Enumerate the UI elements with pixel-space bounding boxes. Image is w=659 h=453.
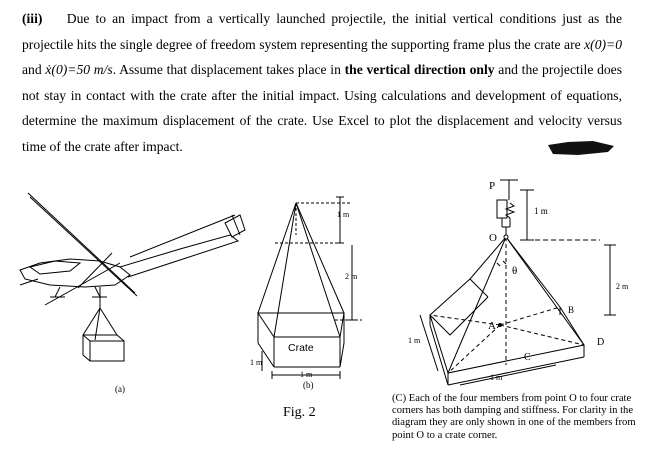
vertical-direction-emphasis: the vertical direction only <box>344 62 495 78</box>
c-bottom-dimension: 1 m <box>490 373 503 382</box>
c-top-dimension: 1 m <box>534 206 548 216</box>
c-theta: θ <box>512 265 518 277</box>
c-point-b: B <box>568 305 575 315</box>
c-point-c: C <box>524 352 531 363</box>
problem-statement <box>22 6 622 160</box>
c-point-d: D <box>597 337 605 348</box>
problem-text-1: Due to an impact from a vertically launched projectile, the initial vertical conditions just as the projectile hits the single degree of freedom system representing the supporting frame plus the crate are <box>22 11 622 52</box>
redaction-mark <box>548 140 614 156</box>
c-point-p: P <box>489 180 496 192</box>
initial-displacement: x(0)=0 <box>584 36 622 52</box>
crate-label: Crate <box>288 342 314 354</box>
problem-number: (iii) <box>22 11 43 26</box>
b-bottom-dimension: 1 m <box>300 370 313 379</box>
b-side-dimension: 1 m <box>250 358 263 367</box>
initial-velocity: ẋ(0)=50 m/s <box>45 62 113 78</box>
panel-b-label: (b) <box>303 380 314 390</box>
helicopter-drawing <box>20 193 245 361</box>
c-left-dimension: 1 m <box>408 336 421 345</box>
spring-damper-drawing <box>420 180 616 385</box>
c-point-o: O <box>489 232 497 244</box>
figure-caption: (C) Each of the four members from point O to four crate corners has both damping and stiffness. For clarity in the diagram they are only shown in one of the members from point O to a crate corner. <box>392 393 636 441</box>
figure-number: Fig. 2 <box>283 405 316 420</box>
and-word: and <box>22 62 42 78</box>
c-point-a: A <box>488 320 496 332</box>
problem-text-2: . Assume that displacement takes place in <box>112 62 341 78</box>
b-top-dimension: 1 m <box>337 210 350 219</box>
point-a-marker <box>499 324 502 327</box>
c-right-dimension: 2 m <box>616 282 629 291</box>
b-mid-dimension: 2 m <box>345 272 358 281</box>
problem-text-3: and the projectile does not stay in contact with the crate after the initial impact. Using calculations and development of equations, determine the maximum displacement of the crate. Use Excel to plot the displacement and velocity versus time of the crate after impact. <box>22 62 623 154</box>
point-o-marker <box>504 235 508 239</box>
panel-a-label: (a) <box>115 384 125 394</box>
